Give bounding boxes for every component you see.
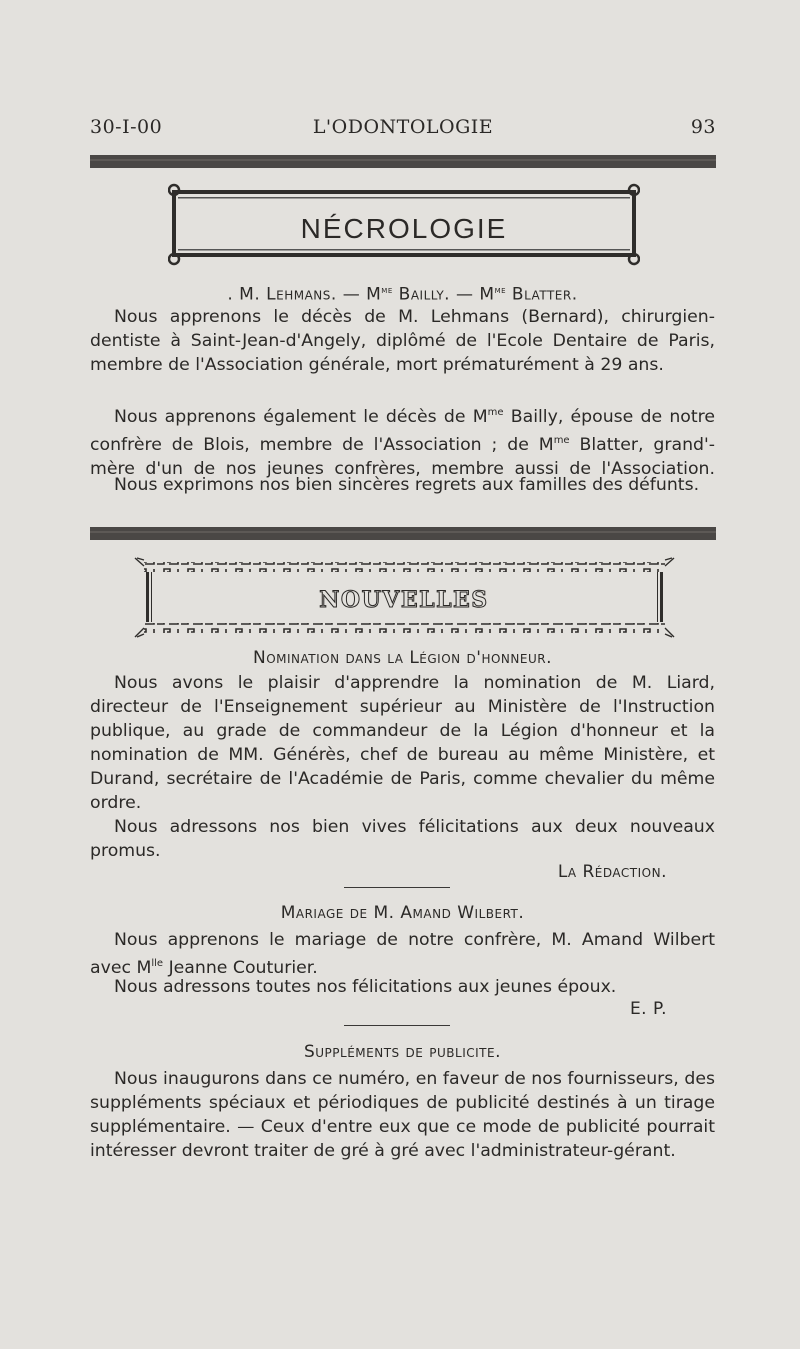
mariage-paragraph-2: Nous adressons toutes nos félicitations aux jeunes époux. xyxy=(114,977,617,997)
top-ornamental-rule xyxy=(90,155,716,168)
running-header xyxy=(90,116,716,146)
middle-ornamental-rule xyxy=(90,527,716,540)
mariage-paragraph-1: Nous apprenons le mariage de notre confrère, M. Amand Wilbert avec $M^{lle}$ Jeanne Couturier. xyxy=(90,930,715,978)
header-page-number: 93 xyxy=(690,116,716,138)
necrologie-names-line: . M. Lehmans. — $M^{me}$ Bailly. — $M^{me}$ Blatter. xyxy=(227,284,578,305)
supplements-paragraph: Nous inaugurons dans ce numéro, en faveur de nos fournisseurs, des suppléments spéciaux et périodiques de publicité destinés à un tirage supplémentaire. — Ceux d'entre eux que ce mode de publicité pourrait intéresser devront traiter de gré à gré avec l'administrateur-gérant. xyxy=(90,1069,715,1161)
necrologie-heading: NÉCROLOGIE xyxy=(300,213,508,244)
mariage-signature: E. P. xyxy=(629,999,667,1019)
header-date: 30-I-00 xyxy=(90,116,163,138)
mariage-title: Mariage de M. Amand Wilbert. xyxy=(280,903,525,923)
nomination-paragraph-1: Nous avons le plaisir d'apprendre la nomination de M. Liard, directeur de l'Enseignement supérieur au Ministère de l'Instruction publique, au grade de commandeur de la Légion d'honneur et la nomination de MM. Générès, chef de bureau au même Ministère, et Durand, secrétaire de l'Académie de Paris, comme chevalier du même ordre. xyxy=(90,673,715,813)
necrologie-paragraph-1: Nous apprenons le décès de M. Lehmans (Bernard), chirurgien-dentiste à Saint-Jean-d'Angely, diplômé de l'Ecole Dentaire de Paris, membre de l'Association générale, mort prématurément à 29 ans. xyxy=(90,307,715,375)
necrologie-paragraph-3: Nous exprimons nos bien sincères regrets aux familles des défunts. xyxy=(114,475,700,495)
supplements-title: Suppléments de publicite. xyxy=(303,1042,501,1062)
nouvelles-heading: NOUVELLES xyxy=(319,587,489,613)
separator-line-2 xyxy=(344,1025,450,1026)
nomination-paragraph-2: Nous adressons nos bien vives félicitations aux deux nouveaux promus. xyxy=(90,817,715,861)
necrologie-heading-frame xyxy=(168,182,640,267)
necrologie-paragraph-2: Nous apprenons également le décès de $M^{me}$ Bailly, épouse de notre confrère de Blois, membre de l'Association ; de $M^{me}$ Blatter, grand'-mère d'un de nos jeunes confrères, membre aussi de l'Association. xyxy=(90,406,715,479)
nouvelles-frame-ornament xyxy=(132,556,677,639)
header-journal-title: L'ODONTOLOGIE xyxy=(312,116,494,138)
necrologie-frame-ornament xyxy=(168,182,640,267)
nouvelles-heading-frame xyxy=(132,556,677,639)
separator-line-1 xyxy=(344,887,450,888)
nomination-signature: La Rédaction. xyxy=(557,862,667,882)
nomination-title: Nomination dans la Légion d'honneur. xyxy=(253,648,552,668)
